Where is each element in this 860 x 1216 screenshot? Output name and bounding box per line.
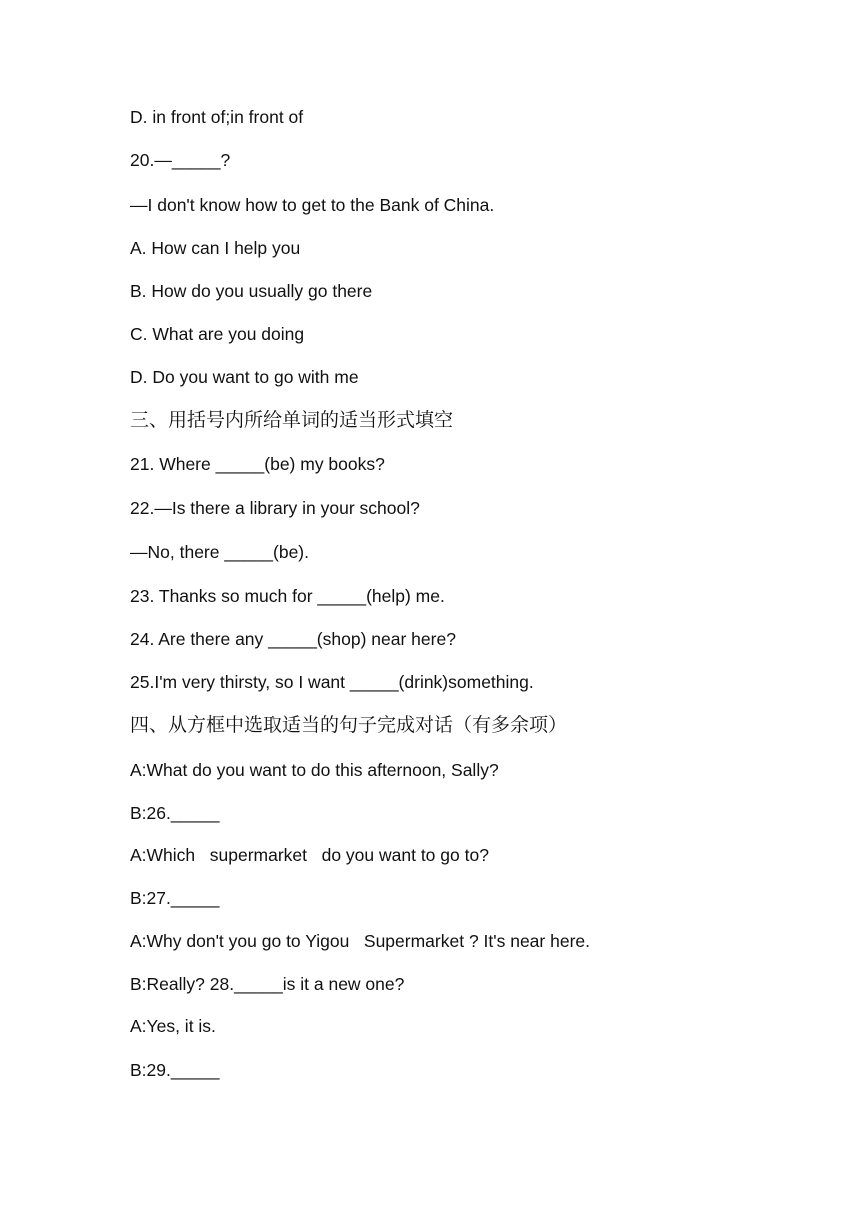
q23: 23. Thanks so much for _____(help) me. xyxy=(130,586,445,606)
q21: 21. Where _____(be) my books? xyxy=(130,454,385,474)
q20-option-a: A. How can I help you xyxy=(130,238,301,258)
dialogue-line-2: B:26._____ xyxy=(130,803,220,823)
dialogue-line-5: A:Why don't you go to Yigou Supermarket ? It's near here. xyxy=(130,931,590,951)
section-4-heading: 四、从方框中选取适当的句子完成对话（有多余项） xyxy=(130,714,568,736)
q20-prompt: 20.—_____? xyxy=(130,150,231,170)
q22-response: —No, there _____(be). xyxy=(130,542,309,562)
dialogue-line-1: A:What do you want to do this afternoon, Sally? xyxy=(130,760,499,780)
q19-option-d: D. in front of;in front of xyxy=(130,107,304,127)
q20-option-d: D. Do you want to go with me xyxy=(130,367,359,387)
dialogue-line-6: B:Really? 28._____is it a new one? xyxy=(130,974,405,994)
dialogue-line-8: B:29._____ xyxy=(130,1060,220,1080)
dialogue-line-4: B:27._____ xyxy=(130,888,220,908)
q22: 22.—Is there a library in your school? xyxy=(130,498,420,518)
q20-option-b: B. How do you usually go there xyxy=(130,281,373,301)
q20-response: —I don't know how to get to the Bank of China. xyxy=(130,195,495,215)
q20-option-c: C. What are you doing xyxy=(130,324,305,344)
q24: 24. Are there any _____(shop) near here? xyxy=(130,629,456,649)
dialogue-line-3: A:Which supermarket do you want to go to? xyxy=(130,845,489,865)
dialogue-line-7: A:Yes, it is. xyxy=(130,1016,216,1036)
section-3-heading: 三、用括号内所给单词的适当形式填空 xyxy=(130,409,454,431)
q25: 25.I'm very thirsty, so I want _____(drink)something. xyxy=(130,672,534,692)
